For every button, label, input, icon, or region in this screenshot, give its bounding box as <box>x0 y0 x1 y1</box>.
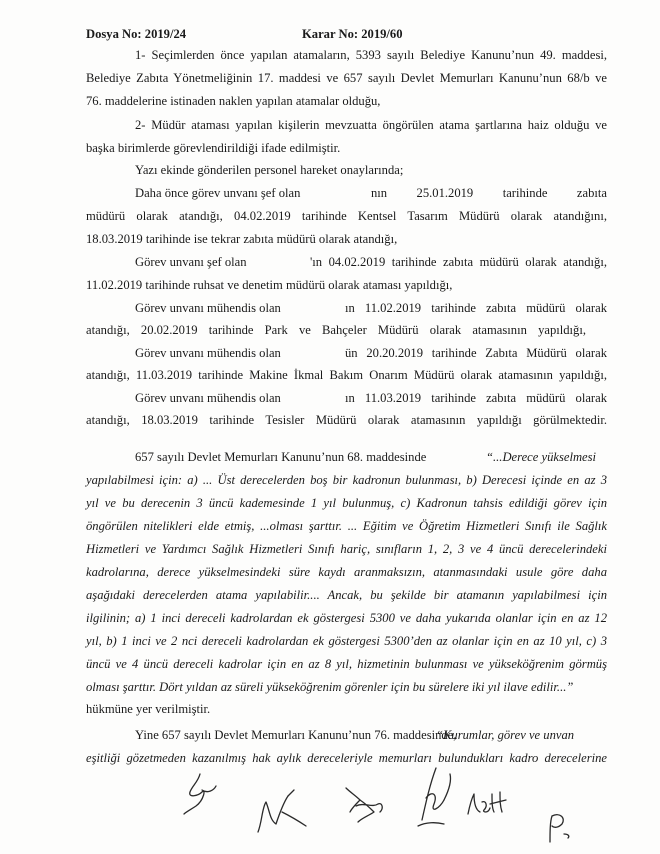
text-line-end: 'ın 04.02.2019 tarihinde zabıta müdürü olarak atandığı, <box>310 255 607 269</box>
signature-4 <box>408 764 460 834</box>
text-line: eşitliği gözetmeden kazanılmış hak aylık dereceleriyle memurları bulundukları kadro derecelerine <box>86 751 607 765</box>
text-line: başka birimlerde görevlendirildiği ifade edilmiştir. <box>86 141 341 155</box>
text-line-end: ün 20.20.2019 tarihinde Zabıta Müdürü olarak <box>345 346 607 360</box>
text-line-start: Görev unvanı mühendis olan <box>135 391 281 405</box>
text-line: yıl ve bu derecenin 3 üncü kademesinde 1 yıl bulunmuş, c) Kadronun tahsis edildiği görev için <box>86 496 607 510</box>
text-line: öngörülen nitelikleri elde etmiş, ...olması şarttır. ... Eğitim ve Öğretim Hizmetleri Sınıfı ile Sağlık <box>86 519 607 533</box>
text-line: atandığı, 20.02.2019 tarihinde Park ve Bahçeler Müdürü olarak atamasının yapıldığı, <box>86 323 586 337</box>
text-line: aşağıdaki derecelerden atama yapılabilir.... Ancak, bu şekilde bir atamanın yapılabilmesi için <box>86 588 607 602</box>
signature-1 <box>178 770 233 820</box>
text-line-start: Görev unvanı mühendis olan <box>135 301 281 315</box>
signature-5 <box>462 784 512 822</box>
signature-2 <box>248 782 318 842</box>
text-line-start: Yine 657 sayılı Devlet Memurları Kanunu’nun 76. maddesinde, <box>135 728 457 742</box>
text-line: atandığı, 11.03.2019 tarihinde Makine İkmal Bakım Onarım Müdürü olarak atamasının yapıldığı, <box>86 368 607 382</box>
text-line: 11.02.2019 tarihinde ruhsat ve denetim müdürü olarak ataması yapıldığı, <box>86 278 453 292</box>
karar-number: Karar No: 2019/60 <box>302 27 403 41</box>
text-line-start: 657 sayılı Devlet Memurları Kanunu’nun 68. maddesinde <box>135 450 427 464</box>
text-line: atandığı, 18.03.2019 tarihinde Tesisler Müdürü olarak atamasının yapıldığı görülmektedir. <box>86 413 607 427</box>
text-line: yapılabilmesi için: a) ... Üst derecelerden boş bir kadronun bulunması, b) Derecesi içinde en az 3 <box>86 473 607 487</box>
text-line-start: Görev unvanı mühendis olan <box>135 346 281 360</box>
text-line: üncü ve 4 üncü dereceli kadrolar için en az 8 yıl, hizmetinin bulunması ve yükseköğrenim görmüş <box>86 657 607 671</box>
text-line: yıl, b) 1 inci ve 2 nci dereceli kadrolardan ek göstergesi 5300’den az olanlar için en az 10 yıl, c) 3 <box>86 634 607 648</box>
text-line: 2- Müdür ataması yapılan kişilerin mevzuatta öngörülen atama şartlarına haiz olduğu ve <box>135 118 607 132</box>
text-line-start: Daha önce görev unvanı şef olan <box>135 186 301 200</box>
text-line: 1- Seçimlerden önce yapılan atamaların, 5393 sayılı Belediye Kanunu’nun 49. maddesi, <box>135 48 607 62</box>
text-line-end: “...Derece yükselmesi <box>486 450 597 464</box>
text-line-end: ın 11.02.2019 tarihinde zabıta müdürü olarak <box>345 301 607 315</box>
text-line-end: “Kurumlar, görev ve unvan <box>436 728 575 742</box>
text-line: hükmüne yer verilmiştir. <box>86 702 211 716</box>
text-line-start: Görev unvanı şef olan <box>135 255 247 269</box>
text-line: Hizmetleri ve Yardımcı Sağlık Hizmetleri Sınıfı hariç, sınıfların 1, 2, 3 ve 4 üncü derecelerindeki <box>86 542 607 556</box>
text-line: kadrolarına, derece yükselmesindeki süre kaydı aranmaksızın, atanmasındaki usule göre daha <box>86 565 607 579</box>
signature-3 <box>334 778 394 830</box>
text-line-end: nın 25.01.2019 tarihinde zabıta <box>371 186 607 200</box>
text-line: Belediye Zabıta Yönetmeliğinin 17. maddesi ve 657 sayılı Devlet Memurları Kanunu’nun 68/b ve <box>86 71 607 85</box>
text-line: 76. maddelerine istinaden naklen yapılan atamalar olduğu, <box>86 94 381 108</box>
text-line: 18.03.2019 tarihinde ise tekrar zabıta müdürü olarak atandığı, <box>86 232 398 246</box>
text-line: müdürü olarak atandığı, 04.02.2019 tarihinde Kentsel Tasarım Müdürü olarak atandığını, <box>86 209 607 223</box>
text-line-end: ın 11.03.2019 tarihinde zabıta müdürü olarak <box>345 391 607 405</box>
text-line: olması şarttır. Dört yıldan az süreli yükseköğrenim görenler için bu sürelere iki yıl ilave edilir...” <box>86 680 574 694</box>
dosya-number: Dosya No: 2019/24 <box>86 27 187 41</box>
text-line: ilgilinin; a) 1 inci dereceli kadrolardan ek göstergesi 5300 ve daha yukarıda olanlar için en az 12 <box>86 611 607 625</box>
signature-6 <box>540 808 580 848</box>
text-line: Yazı ekinde gönderilen personel hareket onaylarında; <box>135 163 404 177</box>
